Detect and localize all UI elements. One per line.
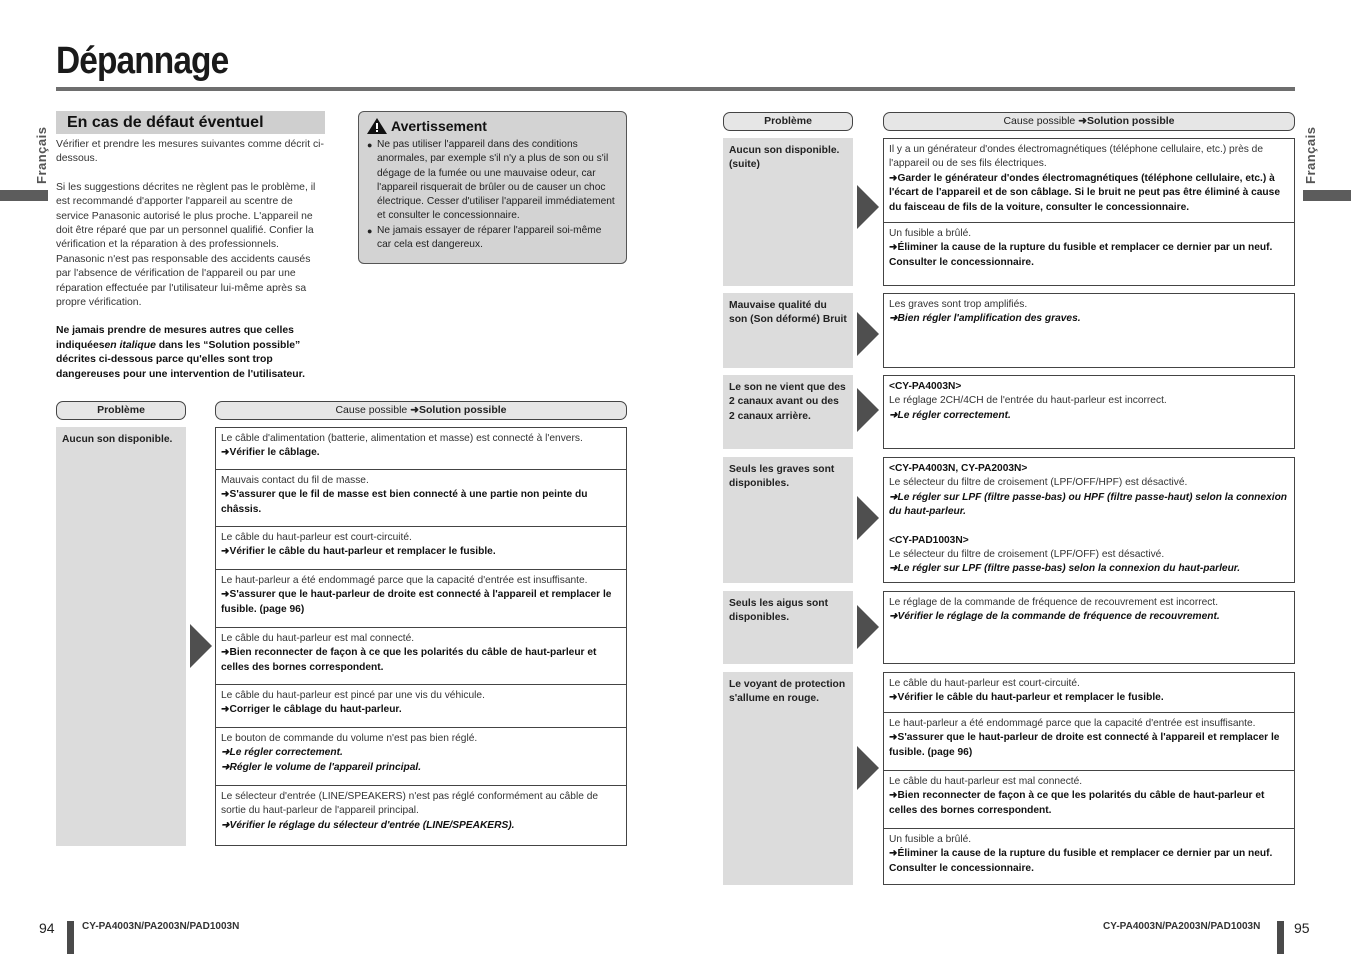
header-cause-right: Cause possible ➜Solution possible [883, 112, 1295, 131]
problem-cell: Seuls les graves sont disponibles. [723, 457, 853, 583]
problem-cell: Seuls les aigus sont disponibles. [723, 591, 853, 664]
title-rule [56, 87, 1295, 91]
problem-cell: Le son ne vient que des 2 canaux avant ou des 2 canaux arrière. [723, 375, 853, 449]
footer-bar-left [67, 921, 74, 954]
solution-item: Le câble du haut-parleur est mal connecté. ➜Bien reconnecter de façon à ce que les polarités du câble de haut-parleur et celles des bornes correspondent. [216, 628, 626, 685]
solution-item: Il y a un générateur d'ondes électromagnétiques (téléphone cellulaire, etc.) près de l'appareil ou de ses fils électriques. ➜Garder le générateur d'ondes électromagnétiques (téléphone cellulaire, etc.) à l'écart de l'appareil et de son câblage. Si le bruit ne peut pas être éliminé à cause du faisceau de fils de la voiture, consulter le concessionnaire. [884, 139, 1294, 223]
intro-paragraph-2: Si les suggestions décrites ne règlent pas le problème, il est recommandé d'apporter l'appareil au scentre de service Panasonic autorisé le plus proche. L'appareil ne doit être réparé que par un personnel qualifié. Confier la vérification et la réparation à des professionnels. Panasonic n'est pas responsable des accidents causés par l'absence de vérification de l'appareil ou par une réparation effectuée par l'utilisateur lui-même après sa propre vérification. [56, 181, 316, 309]
footer-model-left: CY-PA4003N/PA2003N/PAD1003N [82, 921, 240, 932]
solution-item: Le haut-parleur a été endommagé parce que la capacité d'entrée est insuffisante. ➜S'assurer que le haut-parleur de droite est connecté à l'appareil et remplacer le fusible. (page 96) [884, 713, 1294, 771]
solution-item: Le réglage de la commande de fréquence de recouvrement est incorrect. ➜Vérifier le réglage de la commande de fréquence de recouvrement. [889, 597, 1220, 623]
solution-item: Le câble du haut-parleur est court-circuité. ➜Vérifier le câble du haut-parleur et remplacer le fusible. [216, 527, 626, 570]
arrow-pointer [857, 605, 879, 649]
side-label-right: Français [1303, 126, 1318, 184]
header-cause-left: Cause possible ➜Solution possible [215, 401, 627, 420]
side-label-left: Français [34, 126, 49, 184]
arrow-pointer [857, 496, 879, 540]
solution-item: <CY-PA4003N, CY-PA2003N> Le sélecteur du filtre de croisement (LPF/OFF/HPF) est désactivé. ➜Le régler sur LPF (filtre passe-bas) ou HPF (filtre passe-haut) selon la connexion du haut-parleur. <CY-PAD1003N> Le sélecteur du filtre de croisement (LPF/OFF) est désactivé. ➜Le régler sur LPF (filtre passe-bas) selon la connexion du haut-parleur. [889, 463, 1288, 575]
header-problem-right: Problème [723, 112, 853, 131]
solution-item: Le bouton de commande du volume n'est pas bien réglé. ➜Le régler correctement. ➜Régler le volume de l'appareil principal. [216, 728, 626, 786]
warning-box [358, 111, 627, 264]
solution-item: Les graves sont trop amplifiés. ➜Bien régler l'amplification des graves. [889, 299, 1081, 325]
solution-box [215, 427, 627, 846]
solution-box [883, 293, 1295, 368]
footer-bar-right [1277, 921, 1284, 954]
solution-box [883, 457, 1295, 583]
page-title: Dépannage [56, 40, 229, 82]
solution-item: Un fusible a brûlé. ➜Éliminer la cause de la rupture du fusible et remplacer ce dernier par un neuf. Consulter le concessionnaire. [889, 228, 1273, 268]
side-tab-left [0, 190, 48, 201]
solution-item: Le sélecteur d'entrée (LINE/SPEAKERS) n'est pas réglé conformément au câble de sortie du haut-parleur de l'appareil principal. ➜Vérifier le réglage du sélecteur d'entrée (LINE/SPEAKERS). [221, 791, 599, 831]
footer-model-right: CY-PA4003N/PA2003N/PAD1003N [1103, 921, 1261, 932]
solution-item: Le haut-parleur a été endommagé parce que la capacité d'entrée est insuffisante. ➜S'assurer que le haut-parleur de droite est connecté à l'appareil et remplacer le fusible. (page 96) [216, 570, 626, 628]
warning-list [367, 138, 618, 252]
problem-cell: Mauvaise qualité du son (Son déformé) Bruit [723, 293, 853, 368]
arrow-pointer [857, 746, 879, 790]
arrow-pointer [857, 185, 879, 229]
solution-item: <CY-PA4003N> Le réglage 2CH/4CH de l'entrée du haut-parleur est incorrect. ➜Le régler correctement. [889, 381, 1167, 421]
solution-box [883, 591, 1295, 664]
solution-box [883, 138, 1295, 286]
solution-box [883, 672, 1295, 885]
arrow-pointer [190, 624, 212, 668]
section-heading: En cas de défaut éventuel [56, 111, 325, 134]
warning-title [367, 118, 618, 134]
header-problem-left: Problème [56, 401, 186, 420]
solution-item: Un fusible a brûlé. ➜Éliminer la cause de la rupture du fusible et remplacer ce dernier par un neuf. Consulter le concessionnaire. [889, 834, 1273, 874]
problem-cell: Aucun son disponible. (suite) [723, 138, 853, 286]
warning-item: ● Ne pas utiliser l'appareil dans des conditions anormales, par exemple s'il n'y a plus de son ou s'il dégage de la fumée ou une mauvaise odeur, car l'appareil risquerait de brûler ou de causer un choc électrique. Cesser d'utiliser l'appareil immédiatement et consulter le concessionnaire. [367, 138, 618, 224]
solution-item: Le câble du haut-parleur est mal connecté. ➜Bien reconnecter de façon à ce que les polarités du câble de haut-parleur et celles des bornes correspondent. [884, 771, 1294, 829]
intro-p3-a: Ne jamais prendre de mesures autres que celles indiquées [56, 325, 294, 351]
page-number-right: 95 [1294, 920, 1310, 936]
arrow-pointer [857, 388, 879, 432]
solution-item: Le câble d'alimentation (batterie, alimentation et masse) est connecté à l'envers. ➜Vérifier le câblage. [216, 428, 626, 470]
intro-p3-c: dans les “Solution possible” décrites ci-dessous parce qu'elles sont trop dangereuses pour une intervention de l'utilisateur. [56, 339, 306, 380]
solution-item: Mauvais contact du fil de masse. ➜S'assurer que le fil de masse est bien connecté à une partie non peinte du châssis. [216, 470, 626, 527]
warning-icon [367, 118, 387, 134]
warning-title-text: Avertissement [391, 118, 487, 134]
page-number-left: 94 [39, 920, 55, 936]
problem-cell: Le voyant de protection s'allume en rouge. [723, 672, 853, 885]
intro-paragraph-1: Vérifier et prendre les mesures suivantes comme décrit ci-dessous. [56, 139, 324, 165]
side-tab-right [1303, 190, 1351, 201]
arrow-pointer [857, 312, 879, 356]
solution-box [883, 375, 1295, 449]
warning-item: ● Ne jamais essayer de réparer l'appareil soi-même car cela est dangereux. [367, 224, 618, 253]
problem-cell: Aucun son disponible. [56, 427, 186, 846]
solution-item: Le câble du haut-parleur est court-circuité. ➜Vérifier le câble du haut-parleur et remplacer le fusible. [884, 673, 1294, 713]
intro-text [56, 138, 326, 382]
solution-item: Le câble du haut-parleur est pincé par une vis du véhicule. ➜Corriger le câblage du haut-parleur. [216, 685, 626, 728]
intro-p3-b: en italique [104, 339, 156, 351]
intro-paragraph-3 [56, 324, 326, 382]
